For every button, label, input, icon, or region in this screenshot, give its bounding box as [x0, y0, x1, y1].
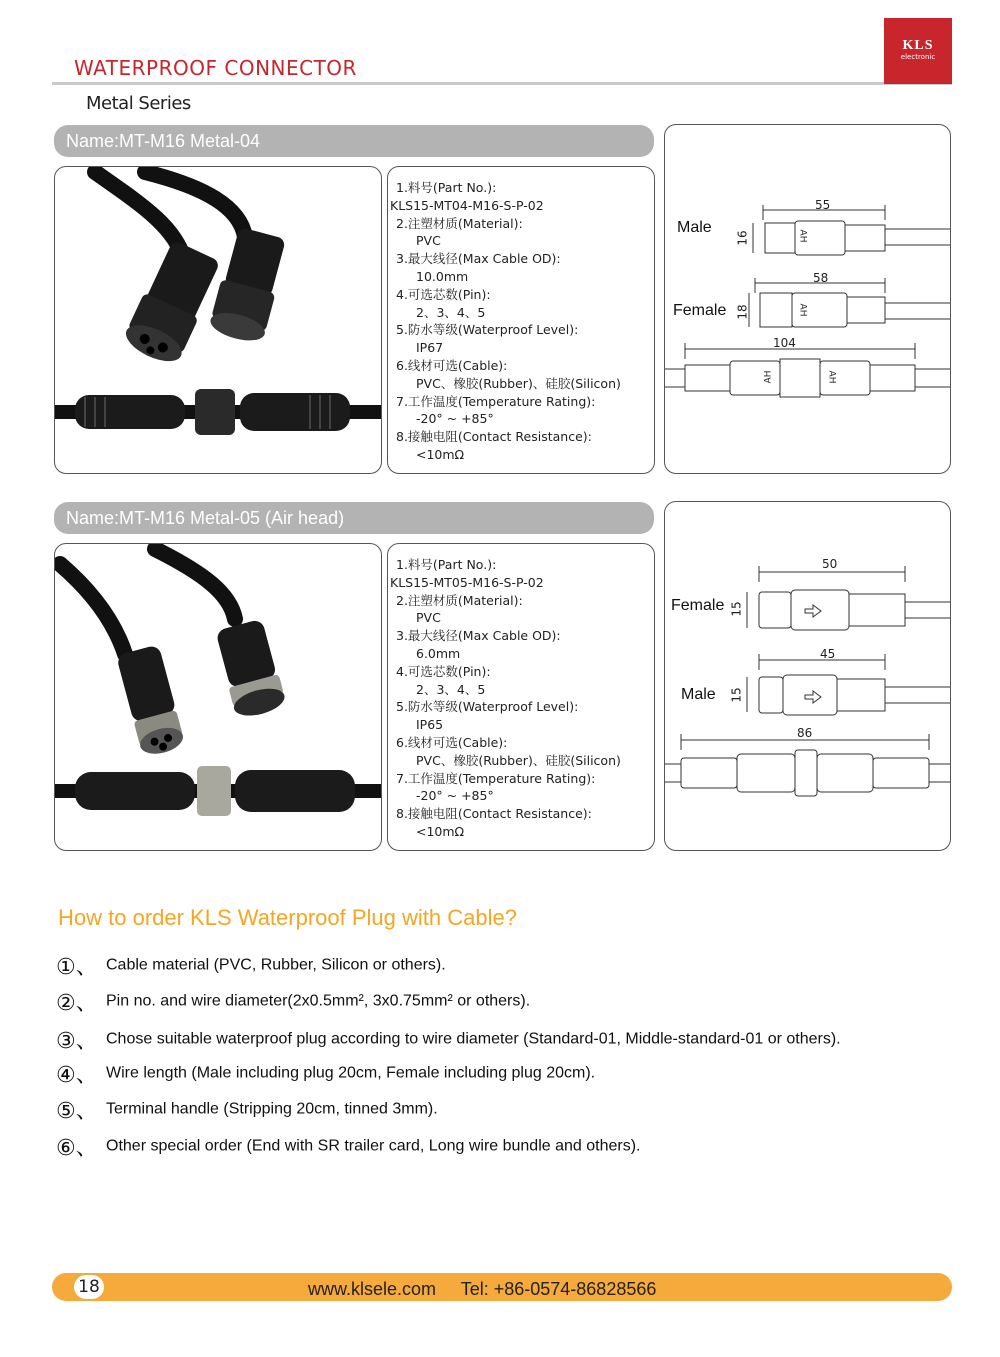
ah-marking: AH — [797, 303, 808, 317]
spec-label: 4.可选芯数(Pin): — [396, 286, 491, 302]
spec-label: 7.工作温度(Temperature Rating): — [396, 770, 596, 786]
dim-length: 58 — [813, 271, 829, 285]
dim-total-length: 86 — [797, 726, 813, 740]
dim-length: 55 — [815, 198, 831, 212]
spec-label: 8.接触电阻(Contact Resistance): — [396, 806, 592, 822]
dim-diameter: 18 — [735, 304, 750, 320]
spec-value: PVC、橡胶(Rubber)、硅胶(Silicon) — [416, 752, 621, 768]
dimension-drawing — [664, 124, 951, 474]
order-item-number: ②、 — [56, 991, 98, 1016]
spec-value: <10mΩ — [416, 823, 465, 839]
spec-value: 2、3、4、5 — [416, 681, 486, 697]
product-name-bar: Name:MT-M16 Metal-05 (Air head) — [54, 502, 654, 534]
spec-label: 3.最大线径(Max Cable OD): — [396, 628, 561, 644]
order-item-text: Wire length (Male including plug 20cm, Female including plug 20cm). — [106, 1064, 596, 1082]
order-item — [56, 1024, 841, 1055]
order-item-number: ③、 — [56, 1029, 98, 1054]
order-item-text: Pin no. and wire diameter(2x0.5mm², 3x0.75mm² or others). — [106, 992, 531, 1010]
product-photo — [54, 166, 382, 474]
connector-photo-illustration — [55, 544, 381, 850]
header-divider — [52, 82, 952, 85]
spec-label: 3.最大线径(Max Cable OD): — [396, 251, 561, 267]
dim-length: 50 — [822, 557, 838, 571]
dimension-drawing — [664, 501, 951, 851]
spec-label: 5.防水等级(Waterproof Level): — [396, 699, 579, 715]
spec-label: 2.注塑材质(Material): — [396, 215, 523, 231]
spec-value: PVC — [416, 610, 441, 626]
spec-value: KLS15-MT05-M16-S-P-02 — [390, 574, 544, 590]
order-item-number: ①、 — [56, 955, 98, 980]
spec-label: 7.工作温度(Temperature Rating): — [396, 393, 596, 409]
spec-label: 8.接触电阻(Contact Resistance): — [396, 429, 592, 445]
male-label: Male — [677, 219, 712, 236]
spec-value: IP67 — [416, 340, 444, 356]
logo-main-text: KLS — [902, 38, 934, 53]
spec-value: -20° ~ +85° — [416, 411, 494, 427]
dim-diameter: 16 — [735, 230, 750, 246]
spec-label: 1.料号(Part No.): — [396, 557, 497, 572]
dim-diameter: 15 — [729, 687, 744, 703]
series-heading: Metal Series — [86, 93, 191, 114]
spec-value: KLS15-MT04-M16-S-P-02 — [390, 197, 544, 213]
order-item — [56, 1094, 438, 1125]
dimension-drawing-svg — [665, 125, 950, 473]
order-item — [56, 1058, 595, 1089]
order-item-text: Other special order (End with SR trailer card, Long wire bundle and others). — [106, 1137, 641, 1155]
ah-marking: AH — [826, 370, 837, 384]
order-item-number: ⑤、 — [56, 1099, 98, 1124]
order-item — [56, 950, 446, 981]
page-number: 18 — [74, 1275, 104, 1299]
female-label: Female — [671, 597, 725, 614]
spec-label: 6.线材可选(Cable): — [396, 357, 508, 373]
spec-list — [387, 166, 655, 474]
spec-value: <10mΩ — [416, 446, 465, 462]
spec-value: 10.0mm — [416, 268, 469, 284]
order-item-number: ⑥、 — [56, 1136, 98, 1161]
spec-label: 1.料号(Part No.): — [396, 180, 497, 195]
spec-value: 6.0mm — [416, 645, 461, 661]
spec-value: PVC、橡胶(Rubber)、硅胶(Silicon) — [416, 375, 621, 391]
document-title: WATERPROOF CONNECTOR — [74, 56, 357, 80]
dim-diameter: 15 — [729, 601, 744, 617]
order-item — [56, 986, 530, 1017]
male-label: Male — [681, 686, 716, 703]
spec-label: 4.可选芯数(Pin): — [396, 663, 491, 679]
spec-value: -20° ~ +85° — [416, 788, 494, 804]
order-item-text: Terminal handle (Stripping 20cm, tinned 3mm). — [106, 1100, 438, 1118]
order-item-number: ④、 — [56, 1063, 98, 1088]
female-label: Female — [673, 302, 727, 319]
ah-marking: AH — [763, 370, 774, 384]
spec-value: PVC — [416, 233, 441, 249]
kls-logo — [884, 18, 952, 84]
product-name-bar: Name:MT-M16 Metal-04 — [54, 125, 654, 157]
ah-marking: AH — [797, 229, 808, 243]
logo-sub-text: electronic — [900, 53, 936, 61]
spec-label: 5.防水等级(Waterproof Level): — [396, 322, 579, 338]
footer-contact: www.klsele.com Tel: +86-0574-86828566 — [308, 1279, 657, 1299]
order-item-text: Cable material (PVC, Rubber, Silicon or others). — [106, 956, 446, 974]
order-item-text: Chose suitable waterproof plug according to wire diameter (Standard-01, Middle-standard-01 or others). — [106, 1030, 841, 1048]
product-photo — [54, 543, 382, 851]
spec-value: IP65 — [416, 717, 444, 733]
spec-list — [387, 543, 655, 851]
order-item — [56, 1131, 640, 1162]
order-section-title: How to order KLS Waterproof Plug with Cable? — [58, 905, 517, 930]
dimension-drawing-svg — [665, 502, 950, 850]
dim-length: 45 — [820, 647, 836, 661]
dim-total-length: 104 — [773, 336, 796, 350]
spec-value: 2、3、4、5 — [416, 304, 486, 320]
spec-label: 6.线材可选(Cable): — [396, 734, 508, 750]
spec-label: 2.注塑材质(Material): — [396, 592, 523, 608]
connector-photo-illustration — [55, 167, 381, 473]
